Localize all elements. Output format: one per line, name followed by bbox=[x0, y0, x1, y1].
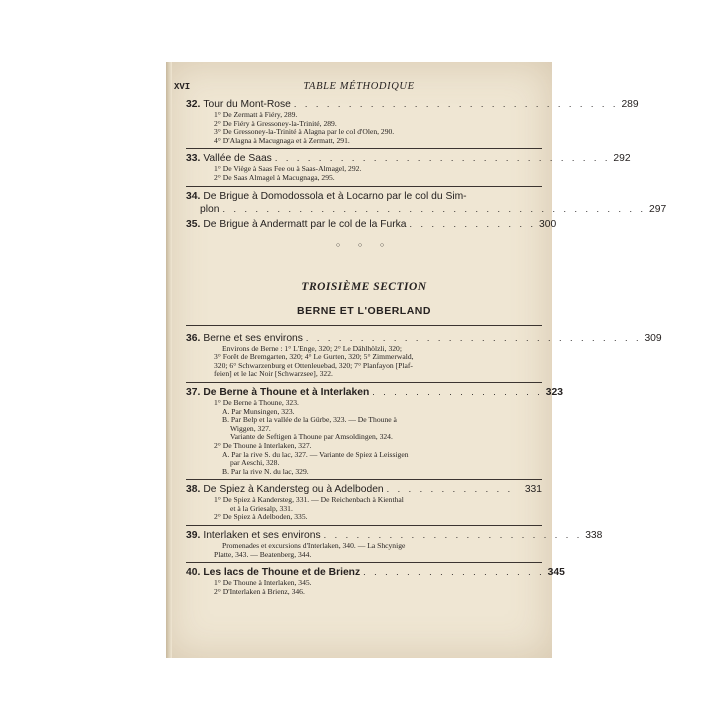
toc-entry-title[interactable] bbox=[186, 481, 542, 496]
entry-number: 34. bbox=[186, 190, 201, 202]
toc-subentry: 2° D'Interlaken à Brienz, 346. bbox=[214, 586, 305, 596]
toc-subentry: 4° D'Alagna à Macugnaga et à Zermatt, 291. bbox=[214, 135, 350, 145]
entry-number: 40. bbox=[186, 567, 201, 579]
toc-entry-title[interactable] bbox=[186, 188, 542, 203]
leader-dots: . . . . . . . . . . . . bbox=[386, 484, 514, 495]
toc-body bbox=[186, 96, 667, 596]
toc-entry-34 bbox=[186, 188, 667, 216]
toc-entry-36 bbox=[186, 330, 662, 379]
divider bbox=[186, 325, 542, 326]
entry-page: 338 bbox=[585, 530, 603, 542]
leader-dots: . . . . . . . . . . . . . . . . . . . . . . . . . . . . . . . bbox=[274, 153, 611, 164]
toc-subentry: B. Par Belp et la vallée de la Gürbe, 323. — De Thoune à bbox=[222, 415, 397, 425]
toc-entry-33 bbox=[186, 150, 631, 182]
toc-subentry: 2° De Saas Almagel à Macugnaga, 295. bbox=[214, 172, 335, 182]
entry-number: 39. bbox=[186, 530, 201, 542]
page-numeral: XVI bbox=[174, 82, 191, 92]
divider bbox=[186, 525, 542, 526]
page-gutter bbox=[166, 62, 172, 658]
toc-entry-title[interactable] bbox=[186, 96, 639, 111]
divider bbox=[186, 186, 542, 187]
entry-title: De Brigue à Domodossola et à Locarno par le col du Sim- bbox=[203, 190, 467, 202]
toc-entry-38 bbox=[186, 481, 542, 522]
toc-entry-40 bbox=[186, 564, 565, 596]
divider bbox=[186, 479, 542, 480]
divider bbox=[186, 382, 542, 383]
toc-subentry: 3° De Gressoney-la-Trinité à Alagna par le col d'Olen, 290. bbox=[214, 127, 395, 137]
toc-entry-37 bbox=[186, 384, 563, 476]
leader-dots: . . . . . . . . . . . . . . . . . . . . . . . . bbox=[323, 530, 583, 541]
entry-title: Berne et ses environs bbox=[203, 332, 303, 344]
entry-number: 36. bbox=[186, 332, 201, 344]
running-header bbox=[174, 81, 544, 95]
entry-number: 38. bbox=[186, 484, 201, 496]
toc-subentry: 1° De Spiez à Kandersteg, 331. — De Reichenbach à Kienthal bbox=[214, 495, 404, 505]
toc-entry-title[interactable] bbox=[186, 150, 631, 165]
entry-number: 32. bbox=[186, 99, 201, 110]
entry-title: Les lacs de Thoune et de Brienz bbox=[203, 567, 361, 579]
entry-page: 297 bbox=[649, 203, 667, 215]
toc-entry-39 bbox=[186, 527, 603, 559]
toc-entry-title[interactable] bbox=[186, 330, 662, 345]
toc-subentry: 1° De Berne à Thoune, 323. bbox=[214, 397, 299, 407]
entry-title: De Berne à Thoune et à Interlaken bbox=[203, 386, 370, 398]
toc-subentry: 2° De Spiez à Adelboden, 335. bbox=[214, 512, 308, 522]
toc-entry-continuation bbox=[186, 203, 667, 216]
toc-subentry: Environs de Berne : 1° L'Enge, 320; 2° Le Dählhölzli, 320; bbox=[222, 343, 402, 353]
entry-number: 37. bbox=[186, 386, 201, 398]
entry-title: De Brigue à Andermatt par le col de la Furka bbox=[203, 218, 407, 230]
entry-page: 309 bbox=[644, 332, 662, 344]
leader-dots: . . . . . . . . . . . . bbox=[409, 218, 537, 229]
toc-subentry: A. Par la rive S. du lac, 327. — Variante de Spiez à Leissigen bbox=[222, 449, 409, 459]
region-title: BERNE ET L'OBERLAND bbox=[297, 304, 431, 317]
toc-subentry: B. Par la rive N. du lac, 329. bbox=[222, 466, 309, 476]
toc-subentry: 2° De Thoune à Interlaken, 327. bbox=[214, 440, 312, 450]
toc-subentry: 3° Forêt de Bremgarten, 320; 4° Le Gurten, 320; 5° Zimmerwald, bbox=[214, 352, 414, 362]
divider bbox=[186, 562, 542, 563]
entry-page: 300 bbox=[539, 218, 557, 230]
entry-page: 345 bbox=[547, 567, 565, 579]
entry-title: Interlaken et ses environs bbox=[203, 530, 321, 542]
toc-subentry: A. Par Munsingen, 323. bbox=[222, 406, 295, 416]
entry-number: 35. bbox=[186, 218, 201, 230]
section-title: TROISIÈME SECTION bbox=[301, 280, 427, 293]
toc-entry-title[interactable] bbox=[186, 216, 557, 231]
toc-subentry: par Aeschi, 328. bbox=[230, 458, 280, 468]
toc-subentry: 320; 6° Schwarzenburg et Ottenleuebad, 320; 7° Planfayon [Plaf- bbox=[214, 360, 413, 370]
toc-entry-title[interactable] bbox=[186, 564, 565, 579]
section-ornament: ○ ○ ○ bbox=[335, 240, 393, 249]
leader-dots: . . . . . . . . . . . . . . . . bbox=[372, 386, 543, 397]
entry-number: 33. bbox=[186, 153, 201, 165]
toc-subentry: 1° De Thoune à Interlaken, 345. bbox=[214, 578, 312, 588]
toc-subentry: Platte, 343. — Beatenberg, 344. bbox=[214, 549, 312, 559]
toc-entry-title[interactable] bbox=[186, 527, 603, 542]
toc-subentry: Wiggen, 327. bbox=[230, 423, 271, 433]
entry-page: 292 bbox=[613, 153, 631, 165]
leader-dots: . . . . . . . . . . . . . . . . . . . . . . . . . . . . . . bbox=[293, 99, 619, 109]
toc-subentry: et à la Griesalp, 331. bbox=[230, 503, 293, 513]
divider bbox=[186, 148, 542, 149]
leader-dots: . . . . . . . . . . . . . . . . . bbox=[363, 567, 545, 578]
toc-subentry: feien] et le lac Noir [Schwarzsee], 322. bbox=[214, 369, 333, 379]
toc-subentry: 2° De Fiéry à Gressoney-la-Trinité, 289. bbox=[214, 118, 337, 128]
toc-entry-32 bbox=[186, 96, 639, 145]
entry-title: De Spiez à Kandersteg ou à Adelboden bbox=[203, 484, 384, 496]
leader-dots: . . . . . . . . . . . . . . . . . . . . . . . . . . . . . . . bbox=[305, 332, 642, 343]
entry-title: Vallée de Saas bbox=[203, 153, 272, 165]
toc-entry-35 bbox=[186, 216, 557, 231]
entry-title: Tour du Mont-Rose bbox=[203, 99, 291, 110]
entry-page: 289 bbox=[621, 99, 639, 110]
toc-subentry: Variante de Seftigen à Thoune par Amsoldingen, 324. bbox=[230, 432, 393, 442]
running-title: TABLE MÉTHODIQUE bbox=[303, 81, 415, 92]
toc-subentry: Promenades et excursions d'Interlaken, 340. — La Shcynige bbox=[222, 541, 406, 551]
book-page bbox=[166, 62, 667, 658]
toc-subentry: 1° De Viège à Saas Fee ou à Saas-Almagel, 292. bbox=[214, 164, 362, 174]
toc-entry-title[interactable] bbox=[186, 384, 563, 399]
entry-title-continued: plon bbox=[200, 203, 220, 215]
leader-dots: . . . . . . . . . . . . . . . . . . . . . . . . . . . . . . . . . . . . . . . bbox=[222, 203, 647, 214]
entry-page: 323 bbox=[545, 386, 563, 398]
toc-subentry: 1° De Zermatt à Fiéry, 289. bbox=[214, 110, 298, 119]
entry-page: 331 bbox=[524, 484, 542, 496]
